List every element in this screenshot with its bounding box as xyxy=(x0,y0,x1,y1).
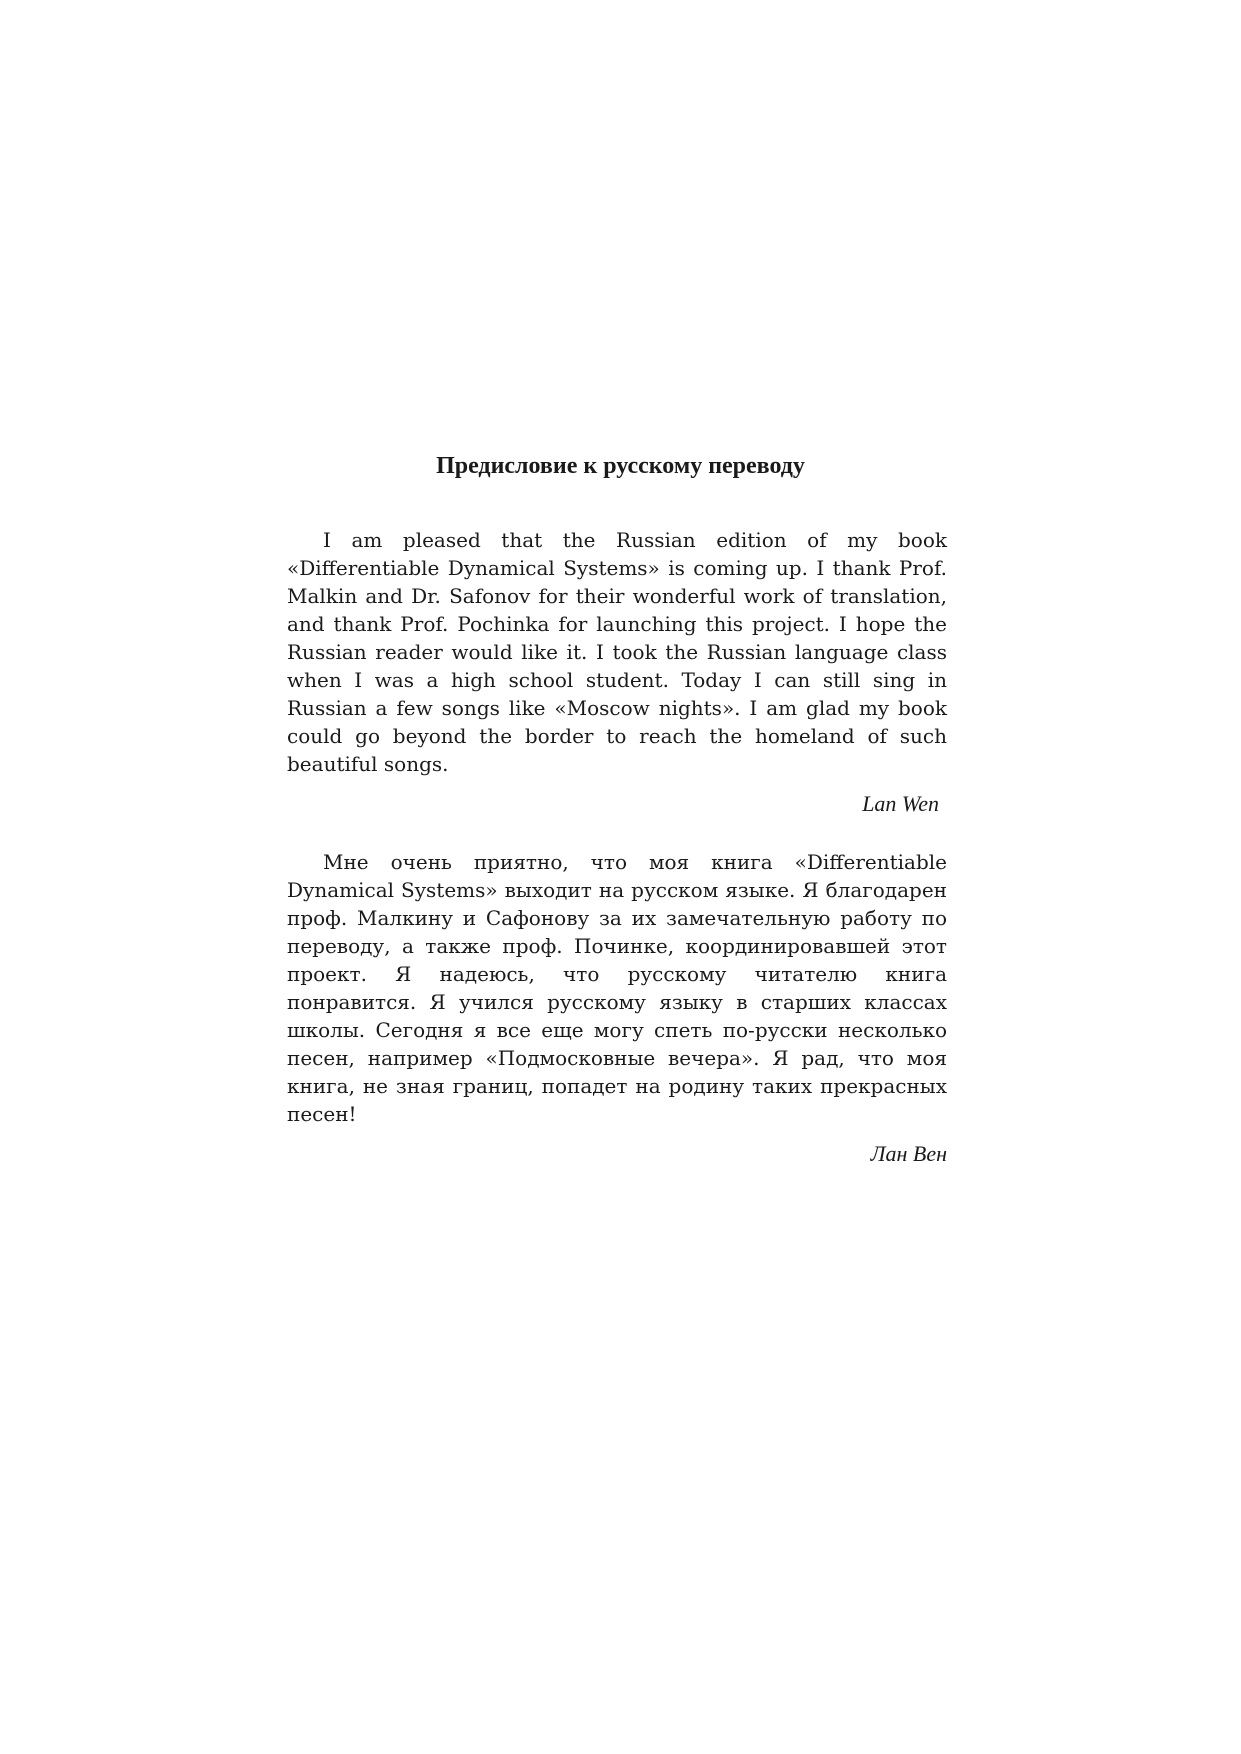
russian-paragraph: Мне очень приятно, что моя книга «Differentiable Dynamical Systems» выходит на русском языке. Я благодарен проф. Малкину и Сафонову за их замечательную работу по переводу, а также проф. Починке, координировавшей этот проект. Я надеюсь, что русскому читателю книга понравится. Я учился русскому языку в старших классах школы. Сегодня я все еще могу спеть по-русски несколько песен, например «Подмосковные вечера». Я рад, что моя книга, не зная границ, попадет на родину таких прекрасных песен! xyxy=(287,850,947,1126)
english-foreword xyxy=(287,526,947,818)
russian-foreword xyxy=(287,848,947,1168)
page-title: Предисловие к русскому переводу xyxy=(436,453,805,479)
english-signature: Lan Wen xyxy=(862,791,939,816)
english-paragraph: I am pleased that the Russian edition of my book «Differentiable Dynamical Systems» is coming up. I thank Prof. Malkin and Dr. Safonov for their wonderful work of translation, and thank Prof. Pochinka for launching this project. I hope the Russian reader would like it. I took the Russian language class when I was a high school student. Today I can still sing in Russian a few songs like «Moscow nights». I am glad my book could go beyond the border to reach the homeland of such beautiful songs. xyxy=(287,528,947,776)
russian-signature: Лан Вен xyxy=(870,1141,947,1166)
